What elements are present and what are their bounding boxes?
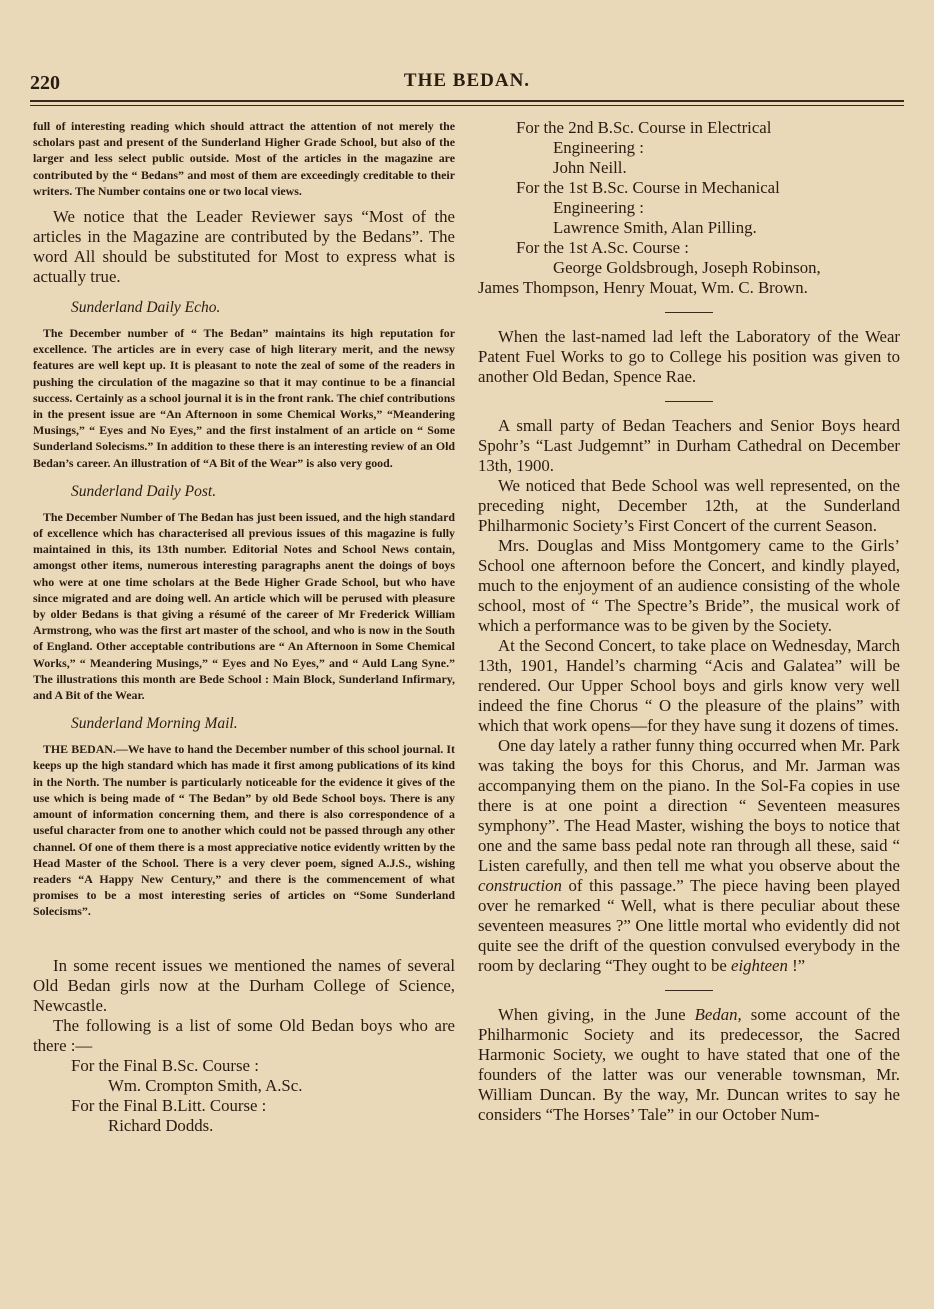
course-heading: For the 2nd B.Sc. Course in Electrical bbox=[516, 118, 772, 137]
text-run: of this passage.” The piece having been played over he remarked “ Well, what is there peculiar about these seventeen measures ?” One little mortal who evidently did not quite see the drift of the question convulsed everybody in the room by declaring “They ought to be bbox=[478, 876, 900, 975]
post-review: The December Number of The Bedan has just been issued, and the high standard of excellence which has characterised all previous issues of this magazine is fully maintained in this, its 13th number. Editorial Notes and School News contain, amongst other items, numerous interesting paragraphs anent the doings of boys who were at one time scholars at the Bede Higher Grade School, but who have since migrated and are doing well. An article which will be perused with pleasure by older Bedans is that giving a résumé of the career of Mr Frederick William Armstrong, who was the first art master of the school, and who is now in the South of England. Other acceptable contributions are “ An Afternoon in Some Chemical Works,” “ Meandering Musings,” “ Eyes and No Eyes,” and “ Auld Lang Syne.” The illustrations this month are Bede School : Main Block, Sunderland Infirmary, and A Bit of the Wear. bbox=[33, 509, 455, 703]
june-bedan-paragraph bbox=[478, 1005, 900, 1125]
spacer bbox=[33, 199, 455, 207]
funny-anecdote-paragraph bbox=[478, 736, 900, 976]
course-heading-cont: Engineering : bbox=[553, 138, 644, 157]
post-heading: Sunderland Daily Post. bbox=[71, 482, 217, 500]
course-heading: For the 1st B.Sc. Course in Mechanical bbox=[516, 178, 780, 197]
emphasis-construction: construction bbox=[478, 876, 562, 895]
spacer bbox=[33, 317, 455, 325]
leader-review-continued: full of interesting reading which should attract the attention of not merely the scholars past and present of the Sunderland Higher Grade School, but also of the larger and less select public outside. Most of the articles in the magazine are contributed by the “ Bedans” and most of them are exceedingly creditable to their writers. The Number contains one or two local views. bbox=[33, 119, 455, 198]
spacer bbox=[33, 920, 455, 956]
emphasis-bedan: Bedan, bbox=[694, 1005, 742, 1024]
echo-review: The December number of “ The Bedan” maintains its high reputation for excellence. The articles are in every case of high literary merit, and the newsy features are well kept up. It is pleasant to note the zeal of some of the readers in pushing the circulation of the magazine so that it may continue to be a financial success. Certainly as a school journal it is in the front rank. The chief contributions in the present issue are “An Afternoon in some Chemical Works,” “Meandering Musings,” “ Eyes and No Eyes,” and the first instalment of an article on “ Some Sunderland Solecisms.” In addition to these there is an interesting review of an Old Bedan’s career. An illustration of “A Bit of the Wear” is also very good. bbox=[33, 326, 455, 470]
course-list-left bbox=[33, 1056, 455, 1136]
text-run: some account of the Philharmonic Society and its predecessor, the Sacred Harmonic Society, we ought to have stated that one of the founders of the latter was our venerable townsman, Mr. William Duncan. By the way, Mr. Duncan writes to say he considers “The Horses’ Tale” in our October Num- bbox=[478, 1005, 900, 1124]
spacer bbox=[33, 287, 455, 299]
right-column bbox=[478, 118, 900, 1125]
course-names: Wm. Crompton Smith, A.Sc. bbox=[108, 1075, 303, 1095]
editorial-note: We notice that the Leader Reviewer says “Most of the articles in the Magazine are contributed by the Bedans”. The word All should be substituted for Most to express what is actually true. bbox=[33, 207, 455, 287]
course-heading-cont: Engineering : bbox=[553, 198, 644, 217]
spacer bbox=[478, 402, 900, 416]
list-intro: The following is a list of some Old Bedan boys who are there :— bbox=[33, 1015, 455, 1055]
page-number: 220 bbox=[30, 72, 60, 94]
course-list-right bbox=[478, 118, 900, 298]
course-names: John Neill. bbox=[553, 158, 627, 177]
course-heading: For the Final B.Litt. Course : bbox=[71, 1095, 267, 1115]
header-rule-thin bbox=[30, 105, 904, 106]
text-run: When giving, in the June bbox=[498, 1005, 695, 1024]
left-column bbox=[33, 118, 455, 1136]
text-run: One day lately a rather funny thing occurred when Mr. Park was taking the boys for this Chorus, and Mr. Jarman was accompanying them on the piano. In the Sol-Fa copies in use there is at one point a direction “ Seventeen measures symphony”. The Head Master, wishing the boys to notice that one and the same bass pedal note ran through all these, said “ Listen carefully, and then tell me what you observe about the bbox=[478, 736, 900, 875]
text-run: !” bbox=[787, 956, 806, 975]
spacer bbox=[33, 501, 455, 509]
mail-review: THE BEDAN.—We have to hand the December number of this school journal. It keeps up the high standard which has made it first among publications of its kind in the North. The number is particularly noticeable for the evidence it gives of the use which is being made of “ The Bedan” by old Bede School boys. There is any amount of information concerning them, and there is also correspondence of a useful character from one to another which could not be passed through any other channel. Of one of them there is a most appreciative notice evidently written by the Head Master of the School. There is a very clever poem, signed A.J.S., wishing readers “A Happy New Century,” and there is the commencement of what promises to be a most interesting series of articles on “Some Sunderland Solecisms”. bbox=[33, 742, 455, 919]
running-title: THE BEDAN. bbox=[403, 70, 531, 91]
course-heading: For the Final B.Sc. Course : bbox=[71, 1055, 259, 1075]
spacer bbox=[478, 298, 900, 312]
concert-paragraph: We noticed that Bede School was well represented, on the preceding night, December 12th, at the Sunderland Philharmonic Society’s First Concert of the current Season. bbox=[478, 476, 900, 535]
spacer bbox=[33, 471, 455, 483]
emphasis-eighteen: eighteen bbox=[731, 956, 788, 975]
durham-college-paragraph: In some recent issues we mentioned the names of several Old Bedan girls now at the Durham College of Science, Newcastle. bbox=[33, 955, 455, 1015]
spacer bbox=[33, 733, 455, 741]
course-names: George Goldsbrough, Joseph Robinson, bbox=[553, 258, 821, 277]
spacer bbox=[33, 703, 455, 715]
spohr-paragraph: A small party of Bedan Teachers and Senior Boys heard Spohr’s “Last Judgemnt” in Durham Cathedral on December 13th, 1900. bbox=[478, 416, 900, 475]
spacer bbox=[478, 991, 900, 1005]
course-names: Lawrence Smith, Alan Pilling. bbox=[553, 218, 757, 237]
header-rule bbox=[30, 100, 904, 102]
laboratory-paragraph: When the last-named lad left the Laboratory of the Wear Patent Fuel Works to go to College his position was given to another Old Bedan, Spence Rae. bbox=[478, 327, 900, 386]
douglas-paragraph: Mrs. Douglas and Miss Montgomery came to the Girls’ School one afternoon before the Concert, and kindly played, much to the enjoyment of an audience consisting of the whole school, most of “ The Spectre’s Bride”, the musical work of which a performance was to be given by the Society. bbox=[478, 536, 900, 635]
course-names: Richard Dodds. bbox=[108, 1115, 214, 1135]
course-names: James Thompson, Henry Mouat, Wm. C. Brown. bbox=[478, 278, 808, 297]
spacer bbox=[478, 976, 900, 990]
course-heading: For the 1st A.Sc. Course : bbox=[516, 238, 689, 257]
mail-heading: Sunderland Morning Mail. bbox=[71, 715, 238, 733]
echo-heading: Sunderland Daily Echo. bbox=[71, 299, 221, 317]
spacer bbox=[478, 313, 900, 327]
spacer bbox=[478, 387, 900, 401]
second-concert-paragraph: At the Second Concert, to take place on Wednesday, March 13th, 1901, Handel’s charming “Acis and Galatea” will be rendered. Our Upper School boys and girls know very well indeed the fine Chorus “ O the pleasure of the plains” with which that work opens—for they have sung it dozens of times. bbox=[478, 636, 900, 735]
